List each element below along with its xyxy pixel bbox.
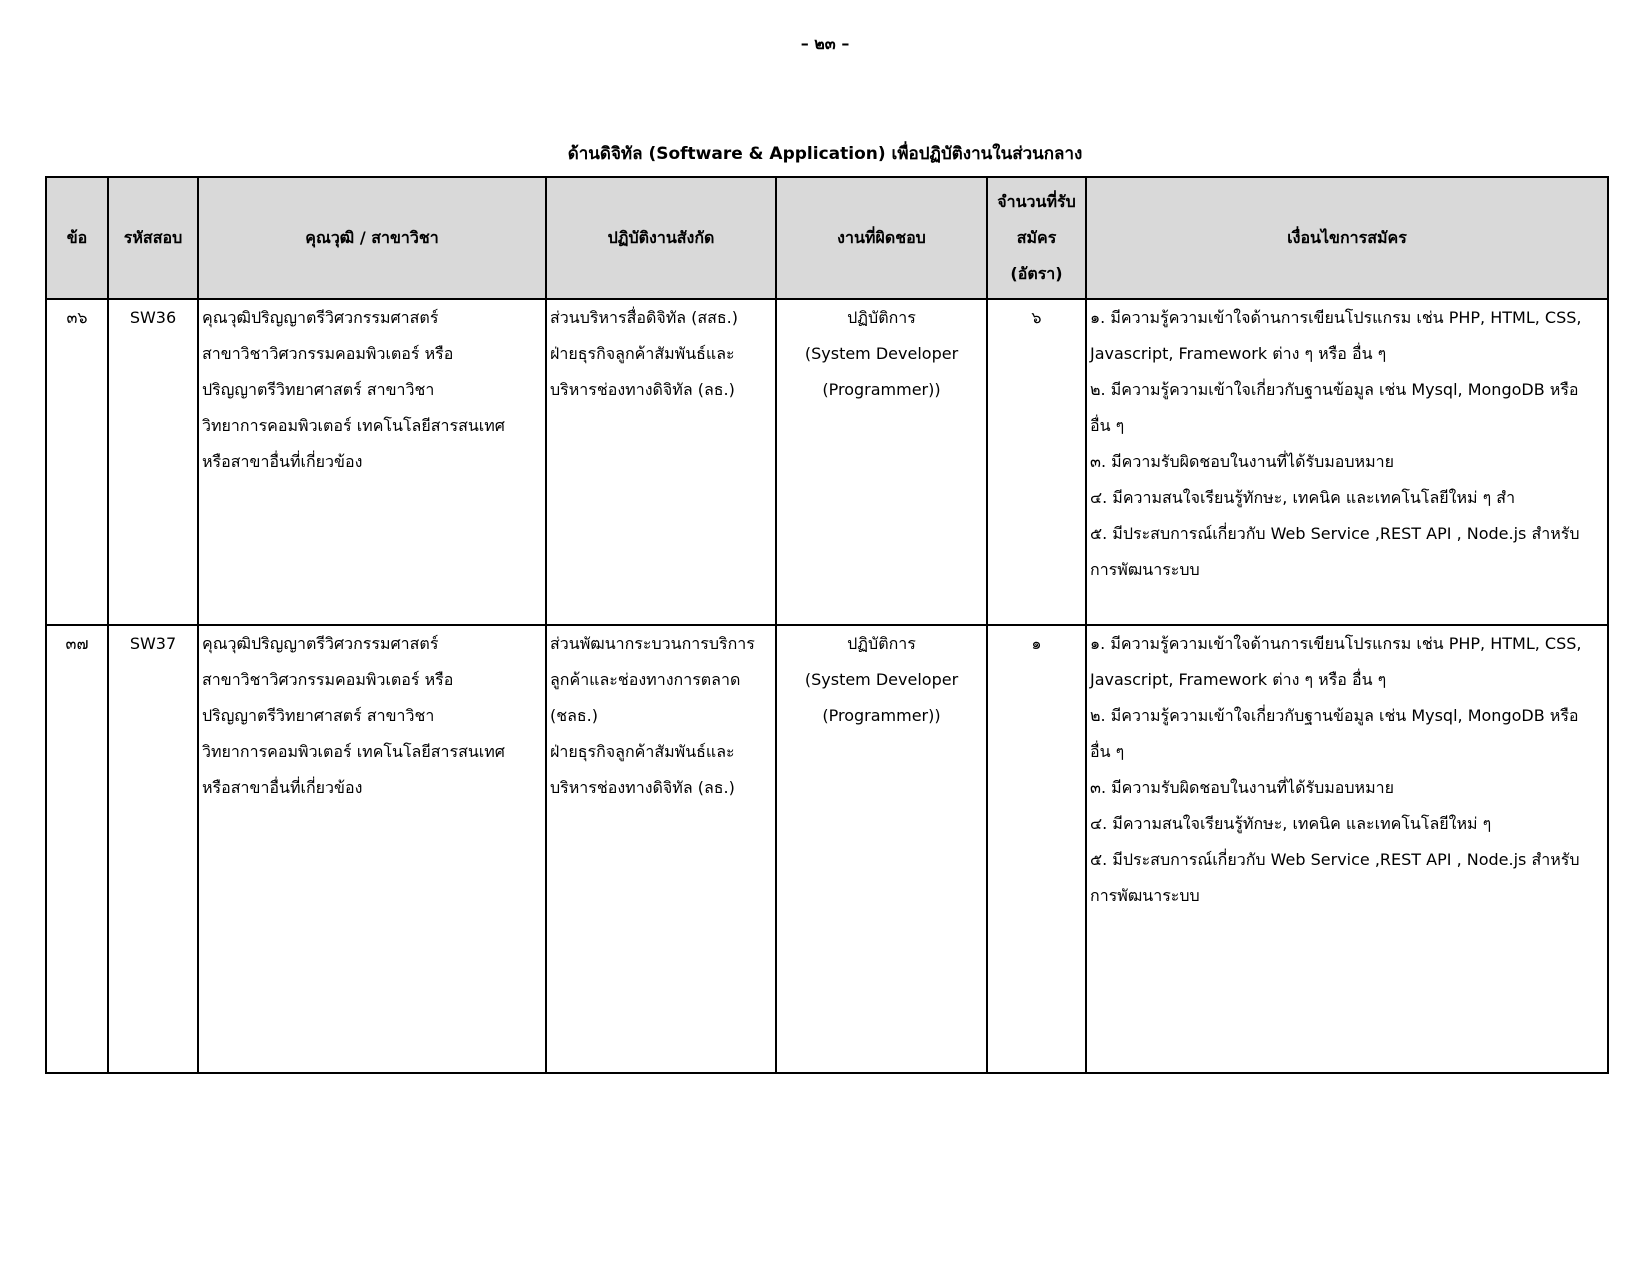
cell-qualification-line: หรือสาขาอื่นที่เกี่ยวข้อง: [202, 452, 363, 471]
cell-responsibility-line: (Programmer)): [822, 706, 941, 725]
cell-department-line: บริหารช่องทางดิจิทัล (ลธ.): [550, 778, 735, 797]
cell-qualification: [198, 625, 546, 1073]
cell-qualification: [198, 299, 546, 625]
header-count-line2: สมัคร: [1016, 228, 1057, 247]
cell-no: ๓๗: [46, 625, 108, 1073]
cell-conditions-line: ๓. มีความรับผิดชอบในงานที่ได้รับมอบหมาย: [1090, 778, 1394, 797]
cell-conditions-line: ๔. มีความสนใจเรียนรู้ทักษะ, เทคนิค และเทคโนโลยีใหม่ ๆ: [1090, 814, 1492, 833]
cell-code: SW37: [108, 625, 198, 1073]
cell-responsibility-line: ปฏิบัติการ: [847, 634, 916, 653]
cell-conditions-line: ๔. มีความสนใจเรียนรู้ทักษะ, เทคนิค และเทคโนโลยีใหม่ ๆ สำ: [1090, 488, 1516, 507]
header-count: [987, 177, 1086, 299]
cell-conditions-line: อื่น ๆ: [1090, 416, 1125, 435]
cell-department-line: ส่วนบริหารสื่อดิจิทัล (สสธ.): [550, 308, 739, 327]
header-code: รหัสสอบ: [108, 177, 198, 299]
cell-count: ๑: [987, 625, 1086, 1073]
page-number: – ๒๓ –: [800, 34, 850, 53]
cell-department-line: (ชลธ.): [550, 706, 598, 725]
cell-count: ๖: [987, 299, 1086, 625]
table-row: [46, 625, 1608, 1073]
cell-conditions-line: Javascript, Framework ต่าง ๆ หรือ อื่น ๆ: [1090, 670, 1387, 689]
cell-qualification-line: คุณวุฒิปริญญาตรีวิศวกรรมศาสตร์: [202, 634, 439, 653]
header-qualification: คุณวุฒิ / สาขาวิชา: [198, 177, 546, 299]
cell-responsibility-line: (System Developer: [804, 344, 959, 363]
cell-conditions-line: ๒. มีความรู้ความเข้าใจเกี่ยวกับฐานข้อมูล เช่น Mysql, MongoDB หรือ: [1090, 706, 1579, 725]
header-count-line3: (อัตรา): [1010, 264, 1063, 283]
cell-department-line: ลูกค้าและช่องทางการตลาด: [550, 670, 741, 689]
cell-conditions-line: การพัฒนาระบบ: [1090, 560, 1200, 579]
document-title: ด้านดิจิทัล (Software & Application) เพื่อปฏิบัติงานในส่วนกลาง: [567, 144, 1083, 164]
cell-responsibility-line: (System Developer: [804, 670, 959, 689]
cell-responsibility: [776, 299, 987, 625]
cell-conditions: [1086, 625, 1608, 1073]
cell-department-line: ฝ่ายธุรกิจลูกค้าสัมพันธ์และ: [550, 344, 735, 363]
cell-department-line: บริหารช่องทางดิจิทัล (ลธ.): [550, 380, 735, 399]
header-responsibility: งานที่ผิดชอบ: [776, 177, 987, 299]
cell-qualification-line: สาขาวิชาวิศวกรรมคอมพิวเตอร์ หรือ: [202, 344, 454, 363]
cell-qualification-line: ปริญญาตรีวิทยาศาสตร์ สาขาวิชา: [202, 706, 435, 725]
cell-department: [546, 299, 776, 625]
cell-responsibility-line: ปฏิบัติการ: [847, 308, 916, 327]
cell-department-line: ส่วนพัฒนากระบวนการบริการ: [550, 634, 755, 653]
cell-conditions-line: ๒. มีความรู้ความเข้าใจเกี่ยวกับฐานข้อมูล เช่น Mysql, MongoDB หรือ: [1090, 380, 1579, 399]
cell-conditions-line: ๓. มีความรับผิดชอบในงานที่ได้รับมอบหมาย: [1090, 452, 1394, 471]
table-header-row: [46, 177, 1608, 299]
cell-responsibility-line: (Programmer)): [822, 380, 941, 399]
cell-qualification-line: หรือสาขาอื่นที่เกี่ยวข้อง: [202, 778, 363, 797]
cell-qualification-line: คุณวุฒิปริญญาตรีวิศวกรรมศาสตร์: [202, 308, 439, 327]
cell-no: ๓๖: [46, 299, 108, 625]
cell-conditions-line: Javascript, Framework ต่าง ๆ หรือ อื่น ๆ: [1090, 344, 1387, 363]
table-row: [46, 299, 1608, 625]
cell-qualification-line: ปริญญาตรีวิทยาศาสตร์ สาขาวิชา: [202, 380, 435, 399]
cell-responsibility: [776, 625, 987, 1073]
cell-conditions-line: อื่น ๆ: [1090, 742, 1125, 761]
header-count-line1: จำนวนที่รับ: [997, 192, 1076, 211]
cell-code: SW36: [108, 299, 198, 625]
cell-conditions-line: ๕. มีประสบการณ์เกี่ยวกับ Web Service ,REST API , Node.js สำหรับ: [1090, 850, 1580, 869]
cell-qualification-line: วิทยาการคอมพิวเตอร์ เทคโนโลยีสารสนเทศ: [202, 416, 505, 435]
header-department: ปฏิบัติงานสังกัด: [546, 177, 776, 299]
cell-conditions: [1086, 299, 1608, 625]
cell-department: [546, 625, 776, 1073]
cell-conditions-line: ๑. มีความรู้ความเข้าใจด้านการเขียนโปรแกรม เช่น PHP, HTML, CSS,: [1090, 634, 1582, 653]
cell-department-line: ฝ่ายธุรกิจลูกค้าสัมพันธ์และ: [550, 742, 735, 761]
cell-conditions-line: การพัฒนาระบบ: [1090, 886, 1200, 905]
cell-qualification-line: สาขาวิชาวิศวกรรมคอมพิวเตอร์ หรือ: [202, 670, 454, 689]
cell-conditions-line: ๑. มีความรู้ความเข้าใจด้านการเขียนโปรแกรม เช่น PHP, HTML, CSS,: [1090, 308, 1582, 327]
positions-table: [45, 176, 1609, 1074]
header-conditions: เงื่อนไขการสมัคร: [1086, 177, 1608, 299]
cell-qualification-line: วิทยาการคอมพิวเตอร์ เทคโนโลยีสารสนเทศ: [202, 742, 505, 761]
header-no: ข้อ: [46, 177, 108, 299]
cell-conditions-line: ๕. มีประสบการณ์เกี่ยวกับ Web Service ,REST API , Node.js สำหรับ: [1090, 524, 1580, 543]
